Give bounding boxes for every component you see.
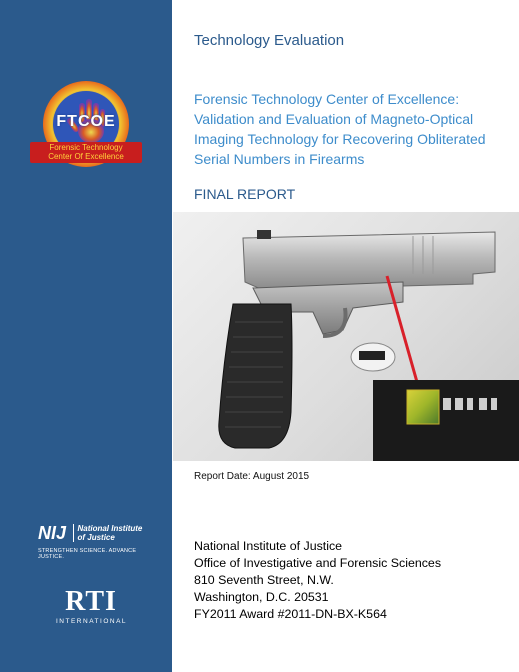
report-type: FINAL REPORT — [194, 186, 296, 202]
nij-mark: NIJ — [38, 523, 67, 543]
address-line-3: 810 Seventh Street, N.W. — [194, 573, 334, 587]
publisher-address — [194, 538, 441, 623]
nij-name-line2: of Justice — [77, 533, 115, 542]
address-line-4: Washington, D.C. 20531 — [194, 590, 329, 604]
title-line-1: Forensic Technology Center of Excellence: — [194, 91, 460, 107]
report-date: Report Date: August 2015 — [194, 471, 310, 482]
rti-logo — [56, 588, 126, 625]
address-line-1: National Institute of Justice — [194, 539, 343, 553]
series-label: Technology Evaluation — [194, 32, 345, 49]
sidebar — [0, 0, 172, 672]
nij-logo — [38, 523, 156, 560]
nij-name-line1: National Institute — [77, 524, 143, 533]
title-line-2: Validation and Evaluation of Magneto-Optical — [194, 111, 474, 127]
ftcoe-caption-line1: Forensic Technology — [49, 143, 123, 152]
report-title — [194, 89, 504, 169]
nij-name — [73, 524, 142, 542]
nij-tagline: STRENGTHEN SCIENCE. ADVANCE JUSTICE. — [38, 548, 137, 560]
ftcoe-acronym: FTCOE — [56, 113, 116, 130]
title-line-3: Imaging Technology for Recovering Obliterated — [194, 131, 486, 147]
rti-mark: RTI — [65, 586, 117, 617]
rti-subtext: INTERNATIONAL — [56, 618, 128, 625]
address-line-5: FY2011 Award #2011-DN-BX-K564 — [194, 607, 387, 621]
ftcoe-caption — [30, 142, 142, 163]
ftcoe-caption-line2: Center Of Excellence — [48, 152, 124, 161]
address-line-2: Office of Investigative and Forensic Sciences — [194, 556, 442, 570]
pistol-illustration — [173, 212, 519, 461]
title-line-4: Serial Numbers in Firearms — [194, 151, 365, 167]
firearm-photo — [173, 212, 519, 461]
